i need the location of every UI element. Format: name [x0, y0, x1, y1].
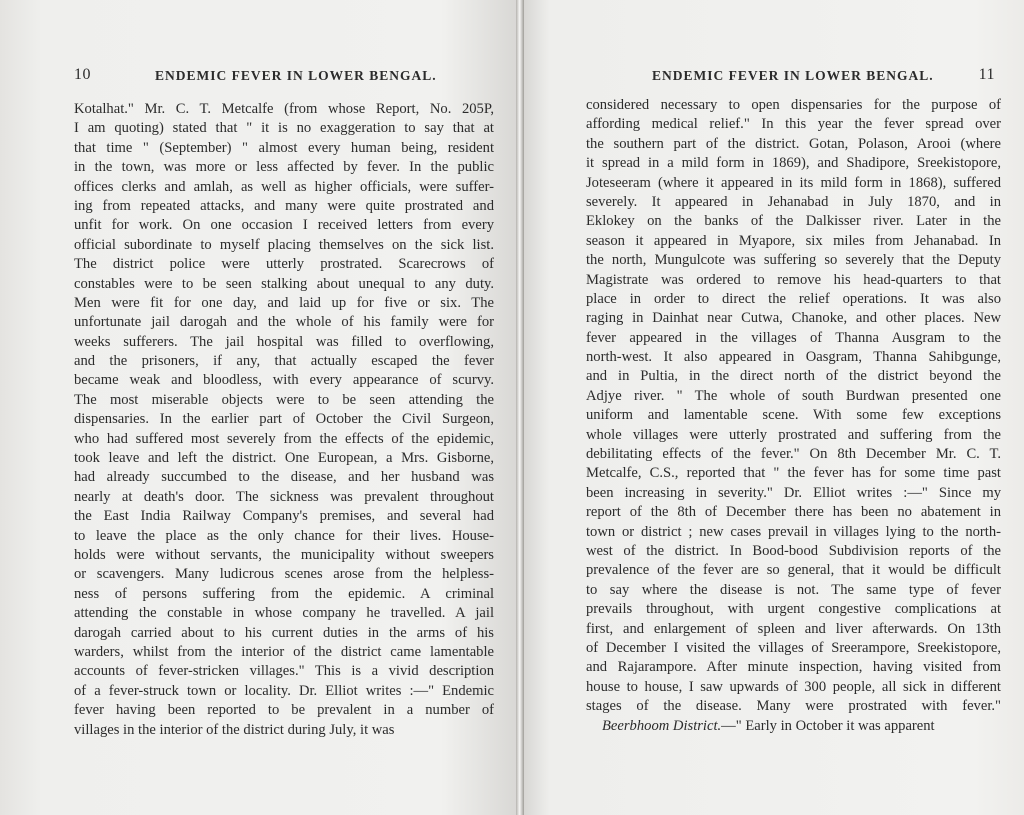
text-line: raging in Dainhat near Cutwa, Chanoke, and other places. New [586, 310, 1001, 327]
text-line: place in order to direct the relief operations. It was also [586, 290, 1001, 307]
text-line: Kotalhat." Mr. C. T. Metcalfe (from whose Report, No. 205P, [74, 101, 494, 117]
text-line: constables were to be seen stalking about unequal to any duty. [74, 275, 494, 292]
text-line: unfortunate jail darogah and the whole of his family were for [74, 314, 494, 331]
text-line: Joteseeram (where it appeared in its mild form in 1868), suffered [586, 174, 1001, 191]
text-line: the southern part of the district. Gotan, Polason, Arooi (where [586, 135, 1001, 152]
section-heading: Beerbhoom District. [602, 717, 722, 734]
text-line: that time " (September) " almost every human being, resident [74, 139, 494, 156]
running-head: ENDEMIC FEVER IN LOWER BENGAL. [155, 68, 437, 83]
text-line: report of the 8th of December there has been no abatement in [586, 504, 1001, 521]
text-line: Eklokey on the banks of the Dalkisser river. Later in the [586, 213, 1001, 230]
right-page-body [586, 96, 1001, 736]
text-line: and Rajarampore. After minute inspection, having visited from [586, 659, 1001, 676]
text-line: nearly at death's door. The sickness was prevalent throughout [74, 488, 494, 505]
page-number: 11 [978, 66, 995, 83]
text-line: Adjye river. " The whole of south Burdwan presented one [586, 387, 1001, 404]
text-line: of December I visited the villages of Sreerampore, Sreekistopore, [586, 639, 1001, 656]
text-line: the East India Railway Company's premises, and several had [74, 508, 494, 525]
text-line: I am quoting) stated that " it is no exaggeration to say that at [74, 120, 494, 137]
text-line: Magistrate was ordered to remove his head-quarters to that [586, 271, 1001, 288]
text-line: became weak and bloodless, with every appearance of scurvy. [74, 372, 494, 389]
text-line: affording medical relief." In this year the fever spread over [586, 116, 1001, 133]
text-line: Men were fit for one day, and laid up for five or six. The [74, 294, 494, 311]
text-line: north-west. It also appeared in Oasgram, Thanna Sahibgunge, [586, 349, 1001, 366]
text-line: considered necessary to open dispensaries for the purpose of [586, 97, 1001, 113]
text-line: it spread in a mild form in 1869), and Shadipore, Sreekistopore, [586, 155, 1001, 172]
text-line: warders, whilst from the interior of the district came lamentable [74, 643, 494, 660]
text-line: villages in the interior of the district during July, it was [74, 721, 395, 738]
text-line: fever appeared in the villages of Thanna Ausgram to the [586, 329, 1001, 346]
text-line: ness of persons suffering from the epidemic. A criminal [74, 585, 494, 602]
text-line: severely. It appeared in Jehanabad in July 1870, and in [586, 193, 1001, 210]
running-head: ENDEMIC FEVER IN LOWER BENGAL. [652, 68, 934, 83]
text-line: Beerbhoom District.—" Early in October it was apparent [602, 717, 935, 734]
text-line: attending the constable in whose company he travelled. A jail [74, 605, 494, 622]
text-line: been increasing in severity." Dr. Elliot writes :—" Since my [586, 484, 1001, 501]
text-line: stages of the disease. Many were prostrated with fever." [586, 698, 1001, 715]
text-line: The most miserable objects were to be seen attending the [74, 391, 494, 408]
text-line: weeks sufferers. The jail hospital was filled to overflowing, [74, 333, 494, 350]
page-number: 10 [74, 66, 91, 83]
text-line: season it appeared in Myapore, six miles from Jehanabad. In [586, 232, 1001, 249]
text-line: of a fever-struck town or locality. Dr. Elliot writes :—" Endemic [74, 682, 494, 699]
text-line: The district police were utterly prostrated. Scarecrows of [74, 256, 494, 273]
text-line: unfit for work. On one occasion I received letters from every [74, 217, 494, 234]
text-line: took leave and left the district. One European, a Mrs. Gisborne, [74, 450, 494, 467]
text-line: prevalence of the fever are so general, that it would be difficult [586, 562, 1001, 579]
text-line: had already succumbed to the disease, and her husband was [74, 469, 494, 486]
text-line: dispensaries. In the earlier part of October the Civil Surgeon, [74, 411, 494, 428]
text-line: prevails throughout, with urgent congestive complications at [586, 601, 1001, 618]
text-line: offices clerks and amlah, as well as higher officials, were suffer- [74, 178, 494, 195]
text-line: ing from repeated attacks, and many were quite prostrated and [74, 197, 494, 214]
text-line: official subordinate to myself placing themselves on the sick list. [74, 236, 494, 253]
text-line: debilitating effects of the fever." On 8th December Mr. C. T. [586, 446, 1001, 463]
text-line: first, and enlargement of spleen and liver afterwards. On 13th [586, 620, 1001, 637]
text-line: fever having been reported to be prevalent in a number of [74, 702, 494, 719]
text-line: whole villages were utterly prostrated and suffering from the [586, 426, 1001, 443]
text-line: town or district ; new cases prevail in villages lying to the north- [586, 523, 1001, 540]
text-line: or scavengers. Many ludicrous scenes arose from the helpless- [74, 566, 494, 583]
text-line: house to house, I saw upwards of 300 people, all sick in different [586, 678, 1001, 695]
text-line: in the town, was more or less affected by fever. In the public [74, 159, 494, 176]
left-page-body [74, 100, 494, 740]
text-line: to say where the disease is not. The same type of fever [586, 581, 1001, 598]
text-line: west of the district. In Bood-bood Subdivision reports of the [586, 542, 1001, 559]
text-line: accounts of fever-stricken villages." This is a vivid description [74, 663, 494, 680]
text-line: and in Pultia, in the direct north of the district beyond the [586, 368, 1001, 385]
text-line: uniform and lamentable scene. With some few exceptions [586, 407, 1001, 424]
text-line: to leave the place as the only chance for their lives. House- [74, 527, 494, 544]
text-line: who had suffered most severely from the effects of the epidemic, [74, 430, 494, 447]
text-line: the north, Mungulcote was suffering so severely that the Deputy [586, 252, 1001, 269]
text-line: Metcalfe, C.S., reported that " the fever has for some time past [586, 465, 1001, 482]
text-line: holds were without servants, the municipality without sweepers [74, 546, 494, 563]
text-line: and the prisoners, if any, that actually escaped the fever [74, 353, 494, 370]
text-line: darogah carried about to his current duties in the arms of his [74, 624, 494, 641]
right-page [519, 0, 1024, 815]
book-gutter [516, 0, 524, 815]
